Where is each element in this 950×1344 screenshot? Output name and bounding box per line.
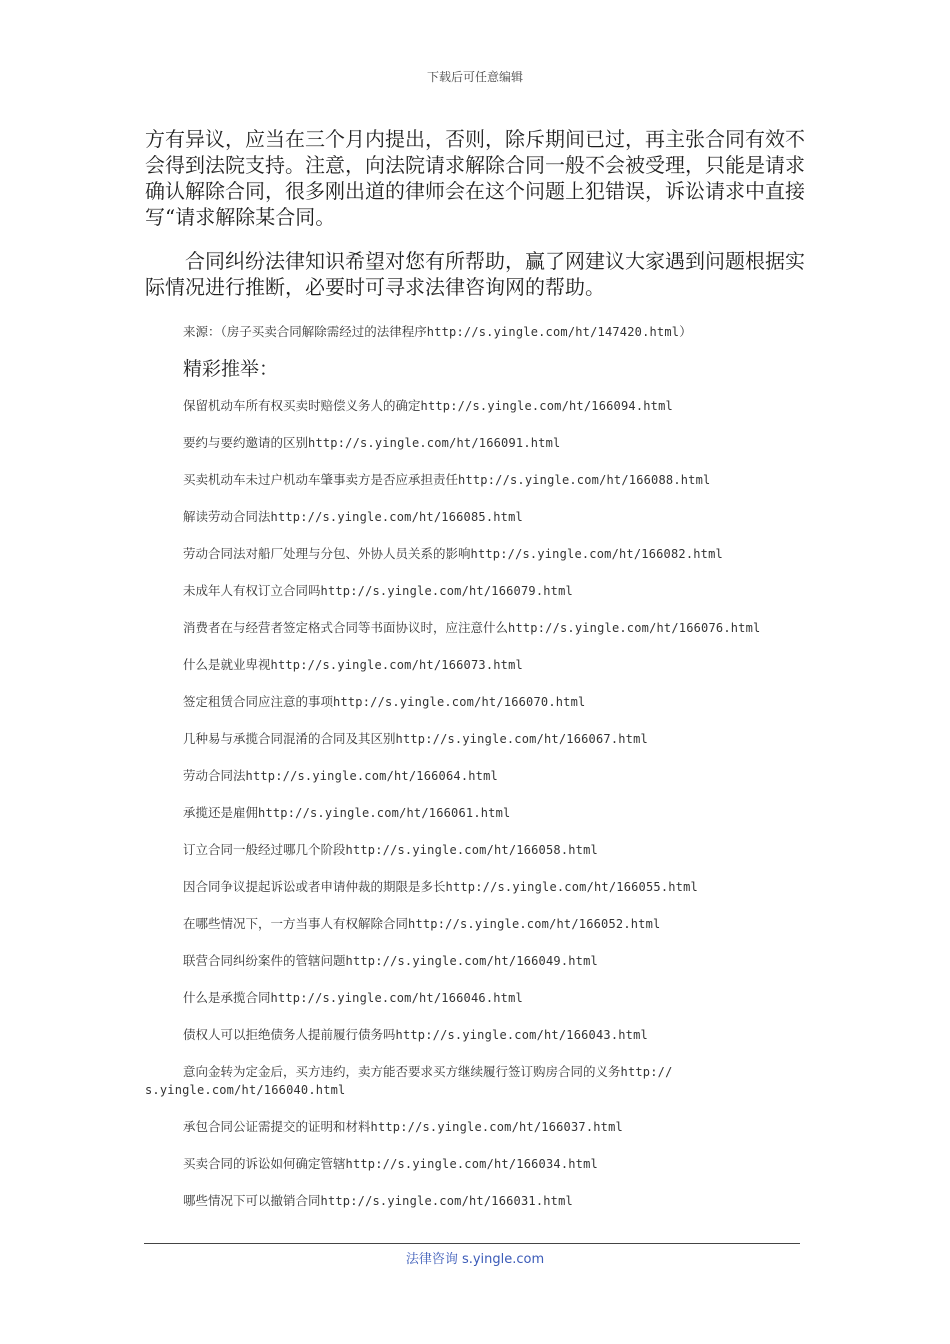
- list-item: [145, 582, 805, 600]
- list-item: [145, 1118, 805, 1136]
- item-link-part-1[interactable]: http://: [620, 1065, 673, 1079]
- item-link[interactable]: http://s.yingle.com/ht/166046.html: [270, 991, 523, 1005]
- list-item: [145, 656, 805, 674]
- item-title: 买卖机动车未过户机动车肇事卖方是否应承担责任: [183, 472, 459, 487]
- item-link[interactable]: http://s.yingle.com/ht/166049.html: [345, 954, 598, 968]
- list-item: [145, 1026, 805, 1044]
- recommendations-title: 精彩推举：: [183, 358, 279, 380]
- list-item: [145, 471, 805, 489]
- item-title: 买卖合同的诉讼如何确定管辖: [183, 1156, 346, 1171]
- item-title: 因合同争议提起诉讼或者申请仲裁的期限是多长: [183, 879, 446, 894]
- item-title: 意向金转为定金后，买方违约，卖方能否要求买方继续履行签订购房合同的义务: [183, 1064, 621, 1079]
- item-title: 债权人可以拒绝债务人提前履行债务吗: [183, 1027, 396, 1042]
- list-item: [145, 619, 805, 637]
- item-title: 什么是就业卑视: [183, 657, 271, 672]
- source-suffix: ）: [679, 324, 692, 339]
- list-item: [145, 878, 805, 896]
- item-title: 哪些情况下可以撤销合同: [183, 1193, 321, 1208]
- list-item: [145, 730, 805, 748]
- item-title: 几种易与承揽合同混淆的合同及其区别: [183, 731, 396, 746]
- item-title: 订立合同一般经过哪几个阶段: [183, 842, 346, 857]
- list-item: [145, 1155, 805, 1173]
- recommendations-list: [145, 397, 805, 1210]
- item-link[interactable]: http://s.yingle.com/ht/166076.html: [508, 621, 761, 635]
- item-title: 什么是承揽合同: [183, 990, 271, 1005]
- item-title: 承包合同公证需提交的证明和材料: [183, 1119, 371, 1134]
- item-link-part-2[interactable]: s.yingle.com/ht/166040.html: [145, 1083, 346, 1097]
- item-link[interactable]: http://s.yingle.com/ht/166043.html: [395, 1028, 648, 1042]
- item-link[interactable]: http://s.yingle.com/ht/166070.html: [333, 695, 586, 709]
- item-title: 解读劳动合同法: [183, 509, 271, 524]
- item-link[interactable]: http://s.yingle.com/ht/166064.html: [245, 769, 498, 783]
- list-item: [145, 841, 805, 859]
- item-title: 联营合同纠纷案件的管辖问题: [183, 953, 346, 968]
- list-item: [145, 767, 805, 785]
- item-link[interactable]: http://s.yingle.com/ht/166082.html: [470, 547, 723, 561]
- item-link[interactable]: http://s.yingle.com/ht/166088.html: [458, 473, 711, 487]
- source-prefix: 来源：（房子买卖合同解除需经过的法律程序: [183, 324, 427, 339]
- list-item: [145, 1192, 805, 1210]
- list-item: [145, 989, 805, 1007]
- item-title: 在哪些情况下，一方当事人有权解除合同: [183, 916, 409, 931]
- item-title: 消费者在与经营者签定格式合同等书面协议时，应注意什么: [183, 620, 509, 635]
- page-footer: [0, 1248, 950, 1267]
- item-title: 劳动合同法对船厂处理与分包、外协人员关系的影响: [183, 546, 471, 561]
- item-title: 未成年人有权订立合同吗: [183, 583, 321, 598]
- item-link[interactable]: http://s.yingle.com/ht/166037.html: [370, 1120, 623, 1134]
- list-item: [145, 545, 805, 563]
- item-title: 承揽还是雇佣: [183, 805, 259, 820]
- item-link[interactable]: http://s.yingle.com/ht/166058.html: [345, 843, 598, 857]
- footer-divider: [144, 1243, 800, 1244]
- list-item: [145, 804, 805, 822]
- item-link[interactable]: http://s.yingle.com/ht/166094.html: [420, 399, 673, 413]
- item-link[interactable]: http://s.yingle.com/ht/166031.html: [320, 1194, 573, 1208]
- list-item: [145, 397, 805, 415]
- list-item: [145, 434, 805, 452]
- page-header: 下载后可任意编辑: [426, 70, 523, 84]
- paragraph-2: 合同纠纷法律知识希望对您有所帮助，赢了网建议大家遇到问题根据实际情况进行推断，必要时可寻求法律咨询网的帮助。: [145, 249, 805, 299]
- footer-link[interactable]: 法律咨询 s.yingle.com: [405, 1252, 545, 1267]
- item-link[interactable]: http://s.yingle.com/ht/166079.html: [320, 584, 573, 598]
- paragraph-1: 方有异议，应当在三个月内提出，否则，除斥期间已过，再主张合同有效不会得到法院支持。注意，向法院请求解除合同一般不会被受理，只能是请求确认解除合同，很多刚出道的律师会在这个问题上犯错误，诉讼请求中直接写“请求解除某合同。: [145, 127, 805, 229]
- list-item: [145, 952, 805, 970]
- item-title: 保留机动车所有权买卖时赔偿义务人的确定: [183, 398, 421, 413]
- item-link[interactable]: http://s.yingle.com/ht/166034.html: [345, 1157, 598, 1171]
- item-link[interactable]: http://s.yingle.com/ht/166067.html: [395, 732, 648, 746]
- list-item: [145, 693, 805, 711]
- item-link[interactable]: http://s.yingle.com/ht/166085.html: [270, 510, 523, 524]
- item-link[interactable]: http://s.yingle.com/ht/166091.html: [308, 436, 561, 450]
- source-link[interactable]: http://s.yingle.com/ht/147420.html: [426, 325, 680, 339]
- item-title: 要约与要约邀请的区别: [183, 435, 309, 450]
- list-item: [145, 915, 805, 933]
- item-link[interactable]: http://s.yingle.com/ht/166073.html: [270, 658, 523, 672]
- item-title: 签定租赁合同应注意的事项: [183, 694, 334, 709]
- item-title: 劳动合同法: [183, 768, 246, 783]
- item-link[interactable]: http://s.yingle.com/ht/166055.html: [445, 880, 698, 894]
- item-link[interactable]: http://s.yingle.com/ht/166052.html: [408, 917, 661, 931]
- list-item: [145, 508, 805, 526]
- item-link[interactable]: http://s.yingle.com/ht/166061.html: [258, 806, 511, 820]
- list-item: [145, 1063, 743, 1099]
- source-line: [183, 324, 805, 340]
- document-body: [145, 126, 805, 1210]
